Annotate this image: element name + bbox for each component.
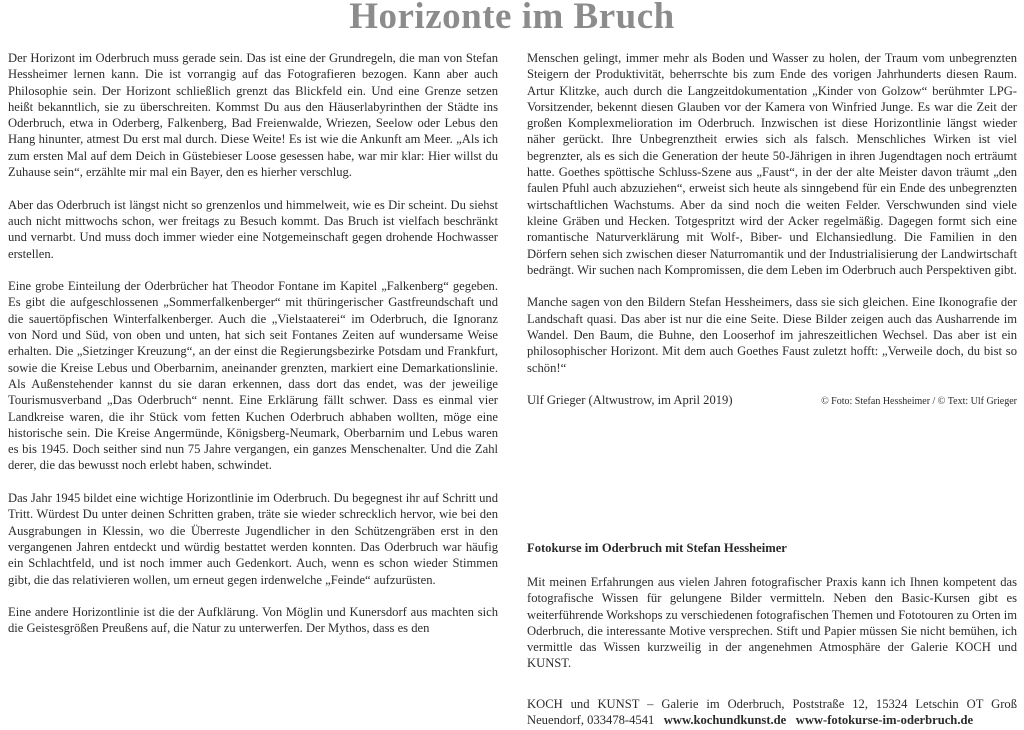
courses-heading: Fotokurse im Oderbruch mit Stefan Hessheimer — [527, 541, 787, 555]
courses-description — [527, 574, 1017, 684]
paragraph: Menschen gelingt, immer mehr als Boden und Wasser zu holen, der Traum vom unbegrenzten Steigern der Produktivität, beherrschte bis zum Ende des vorigen Jahrhunderts diesen Raum. Artur Klitzke, auch durch die Langzeitdokumentation „Kinder von Golzow“ berühmter LPG-Vorsitzender, bekennt diesen Glauben vor der Kamera von Winfried Junge. Es war die Zeit der großen Komplexmelioration im Oderbruch. Inzwischen ist diese Horizontlinie längst wieder näher gerückt. Ihre Unbegrenztheit erwies sich als falsch. Menschliches Wirken ist viel begrenzter, als es sich die Generation der heute 50-Jährigen in ihren Jugendtagen noch erträumt hatte. Goethes spöttische Schluss-Szene aus „Faust“, in der der alte Meister davon träumt „den faulen Pfuhl auch abzuziehen“, erweist sich heute als sinngebend für ein Ende des unbegrenzten wirtschaftlichen Wachstums. Aber da sind noch die weiten Felder. Verschwunden sind viele kleine Gräben und Hecken. Totgespritzt wird der Acker regelmäßig. Dagegen formt sich eine romantische Naturverklärung mit Wolf-, Biber- und Elchansiedlung. Die Familien in den Dörfern sehen sich zwischen dieser Naturromantik und der Industrialisierung der Landwirtschaft bedrängt. Wir suchen nach Kompromissen, die dem Leben im Oderbruch auch Perspektiven gibt. — [527, 51, 1017, 277]
course-website-link[interactable]: www-fotokurse-im-oderbruch.de — [795, 713, 974, 728]
signature-row — [527, 392, 1017, 410]
copyright-credit: © Foto: Stefan Hessheimer / © Text: Ulf Grieger — [821, 396, 1017, 408]
paragraph: Das Jahr 1945 bildet eine wichtige Horizontlinie im Oderbruch. Du begegnest ihr auf Schritt und Tritt. Würdest Du unter deinen Schritten graben, träte sie wieder schrecklich hervor, wie bei den Ausgrabungen in Klessin, wo die Überreste Jugendlicher in den Schützengräben erst in den vergangenen Jahren entdeckt und würdig bestattet werden konnten. Das Oderbruch war häufig ein Schlachtfeld, und ist noch immer auch Gedenkort. Auch, wenn es schon wieder Stimmen gibt, die das relativieren wollen, um erneut gegen irdenwelche „Feinde“ aufzurüsten. — [8, 491, 498, 587]
contact-address: KOCH und KUNST – Galerie im Oderbruch, Poststraße 12, 15324 Letschin OT Groß Neuendorf, 033478-4541 — [527, 697, 1017, 728]
paragraph: Der Horizont im Oderbruch muss gerade sein. Das ist eine der Grundregeln, die man von Stefan Hessheimer lernen kann. Die ist vorrangig auf das Fotografieren bezogen. Kann aber auch Philosophie sein. Der Horizont schließlich grenzt das Blickfeld ein. Und eine Grenze setzen heißt bekanntlich, sie zu überschreiten. Kommst Du aus den Häuserlabyrinthen der Städte ins Oderbruch, etwa in Oderberg, Falkenberg, Bad Freienwalde, Wriezen, Seelow oder Lebus den Hang hinunter, atmest Du erst mal durch. Diese Weite! Es ist wie die Ankunft am Meer. „Als ich zum ersten Mal auf dem Deich in Güstebieser Loose gesessen habe, war mir klar: Hier willst du Zuhause sein“, erzählte mir mal ein Bayer, den es hierher verschlug. — [8, 51, 498, 180]
author-signature: Ulf Grieger (Altwustrow, im April 2019) — [527, 393, 733, 408]
paragraph: Aber das Oderbruch ist längst nicht so grenzenlos und himmelweit, wie es Dir scheint. Du siehst auch nicht mittwochs schon, wer freitags zu Besuch kommt. Das Bruch ist vielfach beschränkt und vernarbt. Und muss doch immer wieder eine Notgemeinschaft gegen drohende Hochwasser erstellen. — [8, 197, 498, 261]
contact-block — [527, 696, 1017, 729]
paragraph: Manche sagen von den Bildern Stefan Hessheimers, dass sie sich gleichen. Eine Ikonografie der Landschaft quasi. Das aber ist nur die eine Seite. Diese Bilder zeigen auch das Ausharrende im Wandel. Den Baum, die Buhne, den Looserhof im jahreszeitlichen Wechsel. Das aber ist ein philosophischer Horizont. Mit dem auch Goethes Faust zuletzt hofft: „Verweile doch, du bist so schön!“ — [527, 295, 1017, 375]
article-right-column — [527, 50, 1017, 411]
article-left-column — [8, 50, 498, 653]
courses-text: Mit meinen Erfahrungen aus vielen Jahren fotografischer Praxis kann ich Ihnen kompetent das fotografische Wissen für gelungene Bilder vermitteln. Neben den Basic-Kursen gibt es weiterführende Workshops zu verschiedenen fotografischen Themen und Fototouren zu Orten im Oderbruch, die interessante Motive versprechen. Stift und Papier müssen Sie nicht bemühen, ich vermittle das Wissen kurzweilig in der angenehmen Atmosphäre der Galerie KOCH und KUNST. — [527, 575, 1017, 671]
paragraph: Eine grobe Einteilung der Oderbrücher hat Theodor Fontane im Kapitel „Falkenberg“ gegeben. Es gibt die aufgeschlossenen „Sommerfalkenberger“ mit thüringerischer Gastfreundschaft und die sauertöpfischen Winterfalkenberger. Auch die „Vielstaaterei“ im Oderbruch, die Ignoranz von Nord und Süd, von oben und unten, hat sich seit Fontanes Zeiten auf wundersame Weise erhalten. Die „Sietzinger Kreuzung“, an der einst die Regierungsbezirke Potsdam und Frankfurt, sowie die Kreise Lebus und Oberbarnim, aneinander grenzten, markiert eine Demarkationslinie. Als Außenstehender kannst du sie daran erkennen, dass dort das endet, was der jeweilige Tourismusverband „Das Oderbruch“ nennt. Eine Erklärung fällt schwer. Dass es einmal vier Landkreise waren, die ihr Stück vom fetten Kuchen Oderbruch abhaben wollten, möge eine historische sein. Die Kreise Angermünde, Königsberg-Neumark, Oberbarnim und Lebus waren es bis 1945. Doch seither sind nun 75 Jahre vergangen, ein ganzes Menschenalter. Und die Zahl derer, die das bewusst noch erlebt haben, schwindet. — [8, 279, 498, 473]
paragraph: Eine andere Horizontlinie ist die der Aufklärung. Von Möglin und Kunersdorf aus machten sich die Geistesgrößen Preußens auf, die Natur zu unterwerfen. Der Mythos, dass es den — [8, 605, 498, 636]
website-link[interactable]: www.kochundkunst.de — [663, 713, 787, 728]
page-title: Horizonte im Bruch — [349, 0, 675, 37]
